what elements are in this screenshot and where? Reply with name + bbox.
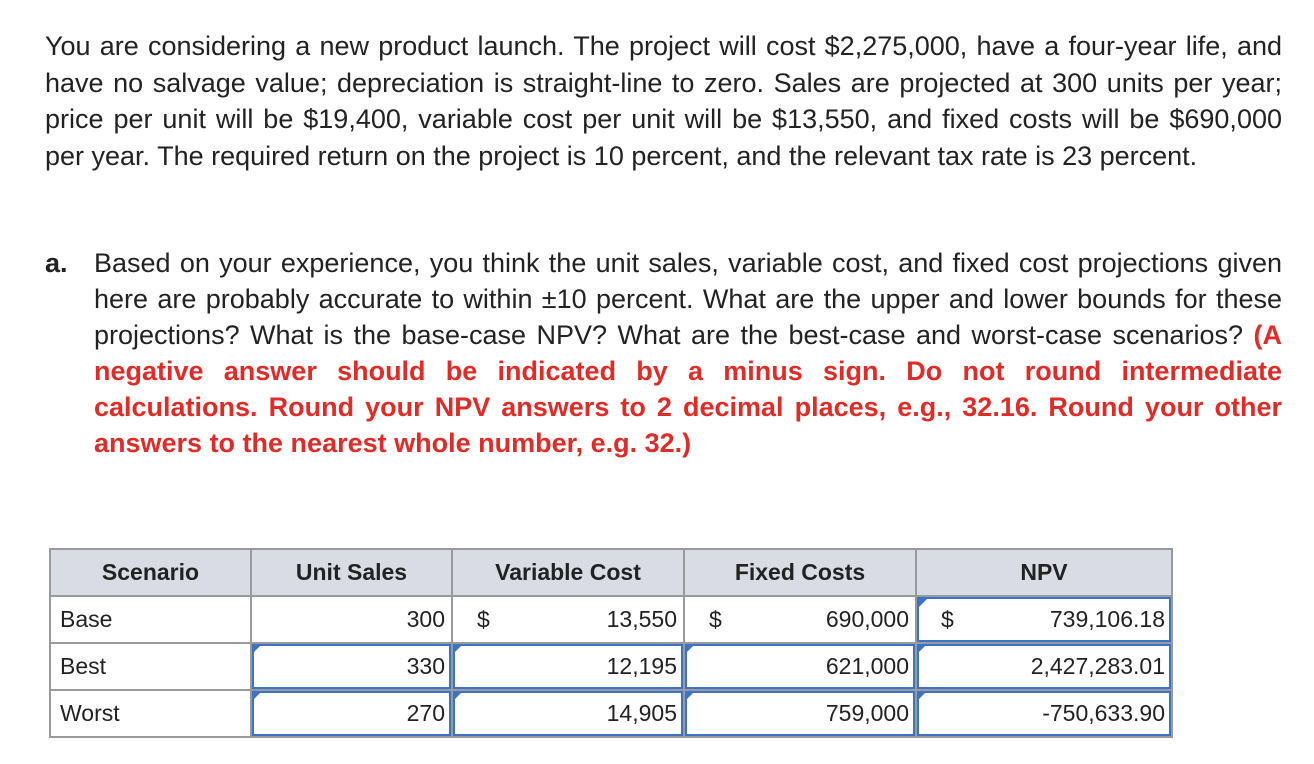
fixed-costs-worst[interactable] xyxy=(684,690,916,737)
part-a-question xyxy=(45,245,1282,461)
table-row-base xyxy=(50,596,1172,643)
unit-sales-worst[interactable] xyxy=(251,690,452,737)
unit-sales-base-value: 300 xyxy=(406,606,445,632)
npv-base-value: 739,106.18 xyxy=(1049,606,1165,632)
scenario-label-worst: Worst xyxy=(50,690,251,737)
fixed-costs-best-value: 621,000 xyxy=(825,653,909,679)
answer-instructions: (A negative answer should be indicated by a minus sign. Do not round intermediate calculations. Round your NPV answers to 2 decimal places, e.g., 32.16. Round your other answers to the nearest whole number, e.g. 32.) xyxy=(94,320,1282,458)
problem-statement: You are considering a new product launch. The project will cost $2,275,000, have a four-year life, and have no salvage value; depreciation is straight-line to zero. Sales are projected at 300 units per year; price per unit will be $19,400, variable cost per unit will be $13,550, and fixed costs will be $690,000 per year. The required return on the project is 10 percent, and the relevant tax rate is 23 percent. xyxy=(45,31,1282,171)
fixed-costs-base xyxy=(684,596,916,643)
scenario-table xyxy=(49,548,1173,738)
variable-cost-best-value: 12,195 xyxy=(606,653,677,679)
fixed-costs-best[interactable] xyxy=(684,643,916,690)
question-text: Based on your experience, you think the unit sales, variable cost, and fixed cost projections given here are probably accurate to within ±10 percent. What are the upper and lower bounds for these projections? What is the base-case NPV? What are the best-case and worst-case scenarios? xyxy=(94,248,1282,350)
header-npv: NPV xyxy=(916,549,1172,596)
unit-sales-worst-value: 270 xyxy=(406,700,445,726)
currency-symbol: $ xyxy=(941,606,954,632)
header-scenario: Scenario xyxy=(50,549,251,596)
scenario-label-base: Base xyxy=(50,596,251,643)
npv-worst[interactable] xyxy=(916,690,1172,737)
npv-best-value: 2,427,283.01 xyxy=(1030,653,1165,679)
header-variable-cost: Variable Cost xyxy=(452,549,684,596)
npv-best[interactable] xyxy=(916,643,1172,690)
part-a-text xyxy=(94,245,1282,461)
header-fixed-costs: Fixed Costs xyxy=(684,549,916,596)
unit-sales-base xyxy=(251,596,452,643)
part-letter: a. xyxy=(45,248,68,278)
unit-sales-best-value: 330 xyxy=(406,653,445,679)
fixed-costs-base-value: 690,000 xyxy=(825,606,909,632)
variable-cost-base-value: 13,550 xyxy=(606,606,677,632)
currency-symbol: $ xyxy=(709,606,722,632)
variable-cost-best[interactable] xyxy=(452,643,684,690)
unit-sales-best[interactable] xyxy=(251,643,452,690)
scenario-label-best: Best xyxy=(50,643,251,690)
variable-cost-base xyxy=(452,596,684,643)
variable-cost-worst-value: 14,905 xyxy=(606,700,677,726)
header-unit-sales: Unit Sales xyxy=(251,549,452,596)
fixed-costs-worst-value: 759,000 xyxy=(825,700,909,726)
npv-base[interactable] xyxy=(916,596,1172,643)
table-header-row xyxy=(50,549,1172,596)
npv-worst-value: -750,633.90 xyxy=(1042,700,1165,726)
variable-cost-worst[interactable] xyxy=(452,690,684,737)
table-row-best xyxy=(50,643,1172,690)
table-row-worst xyxy=(50,690,1172,737)
currency-symbol: $ xyxy=(477,606,490,632)
